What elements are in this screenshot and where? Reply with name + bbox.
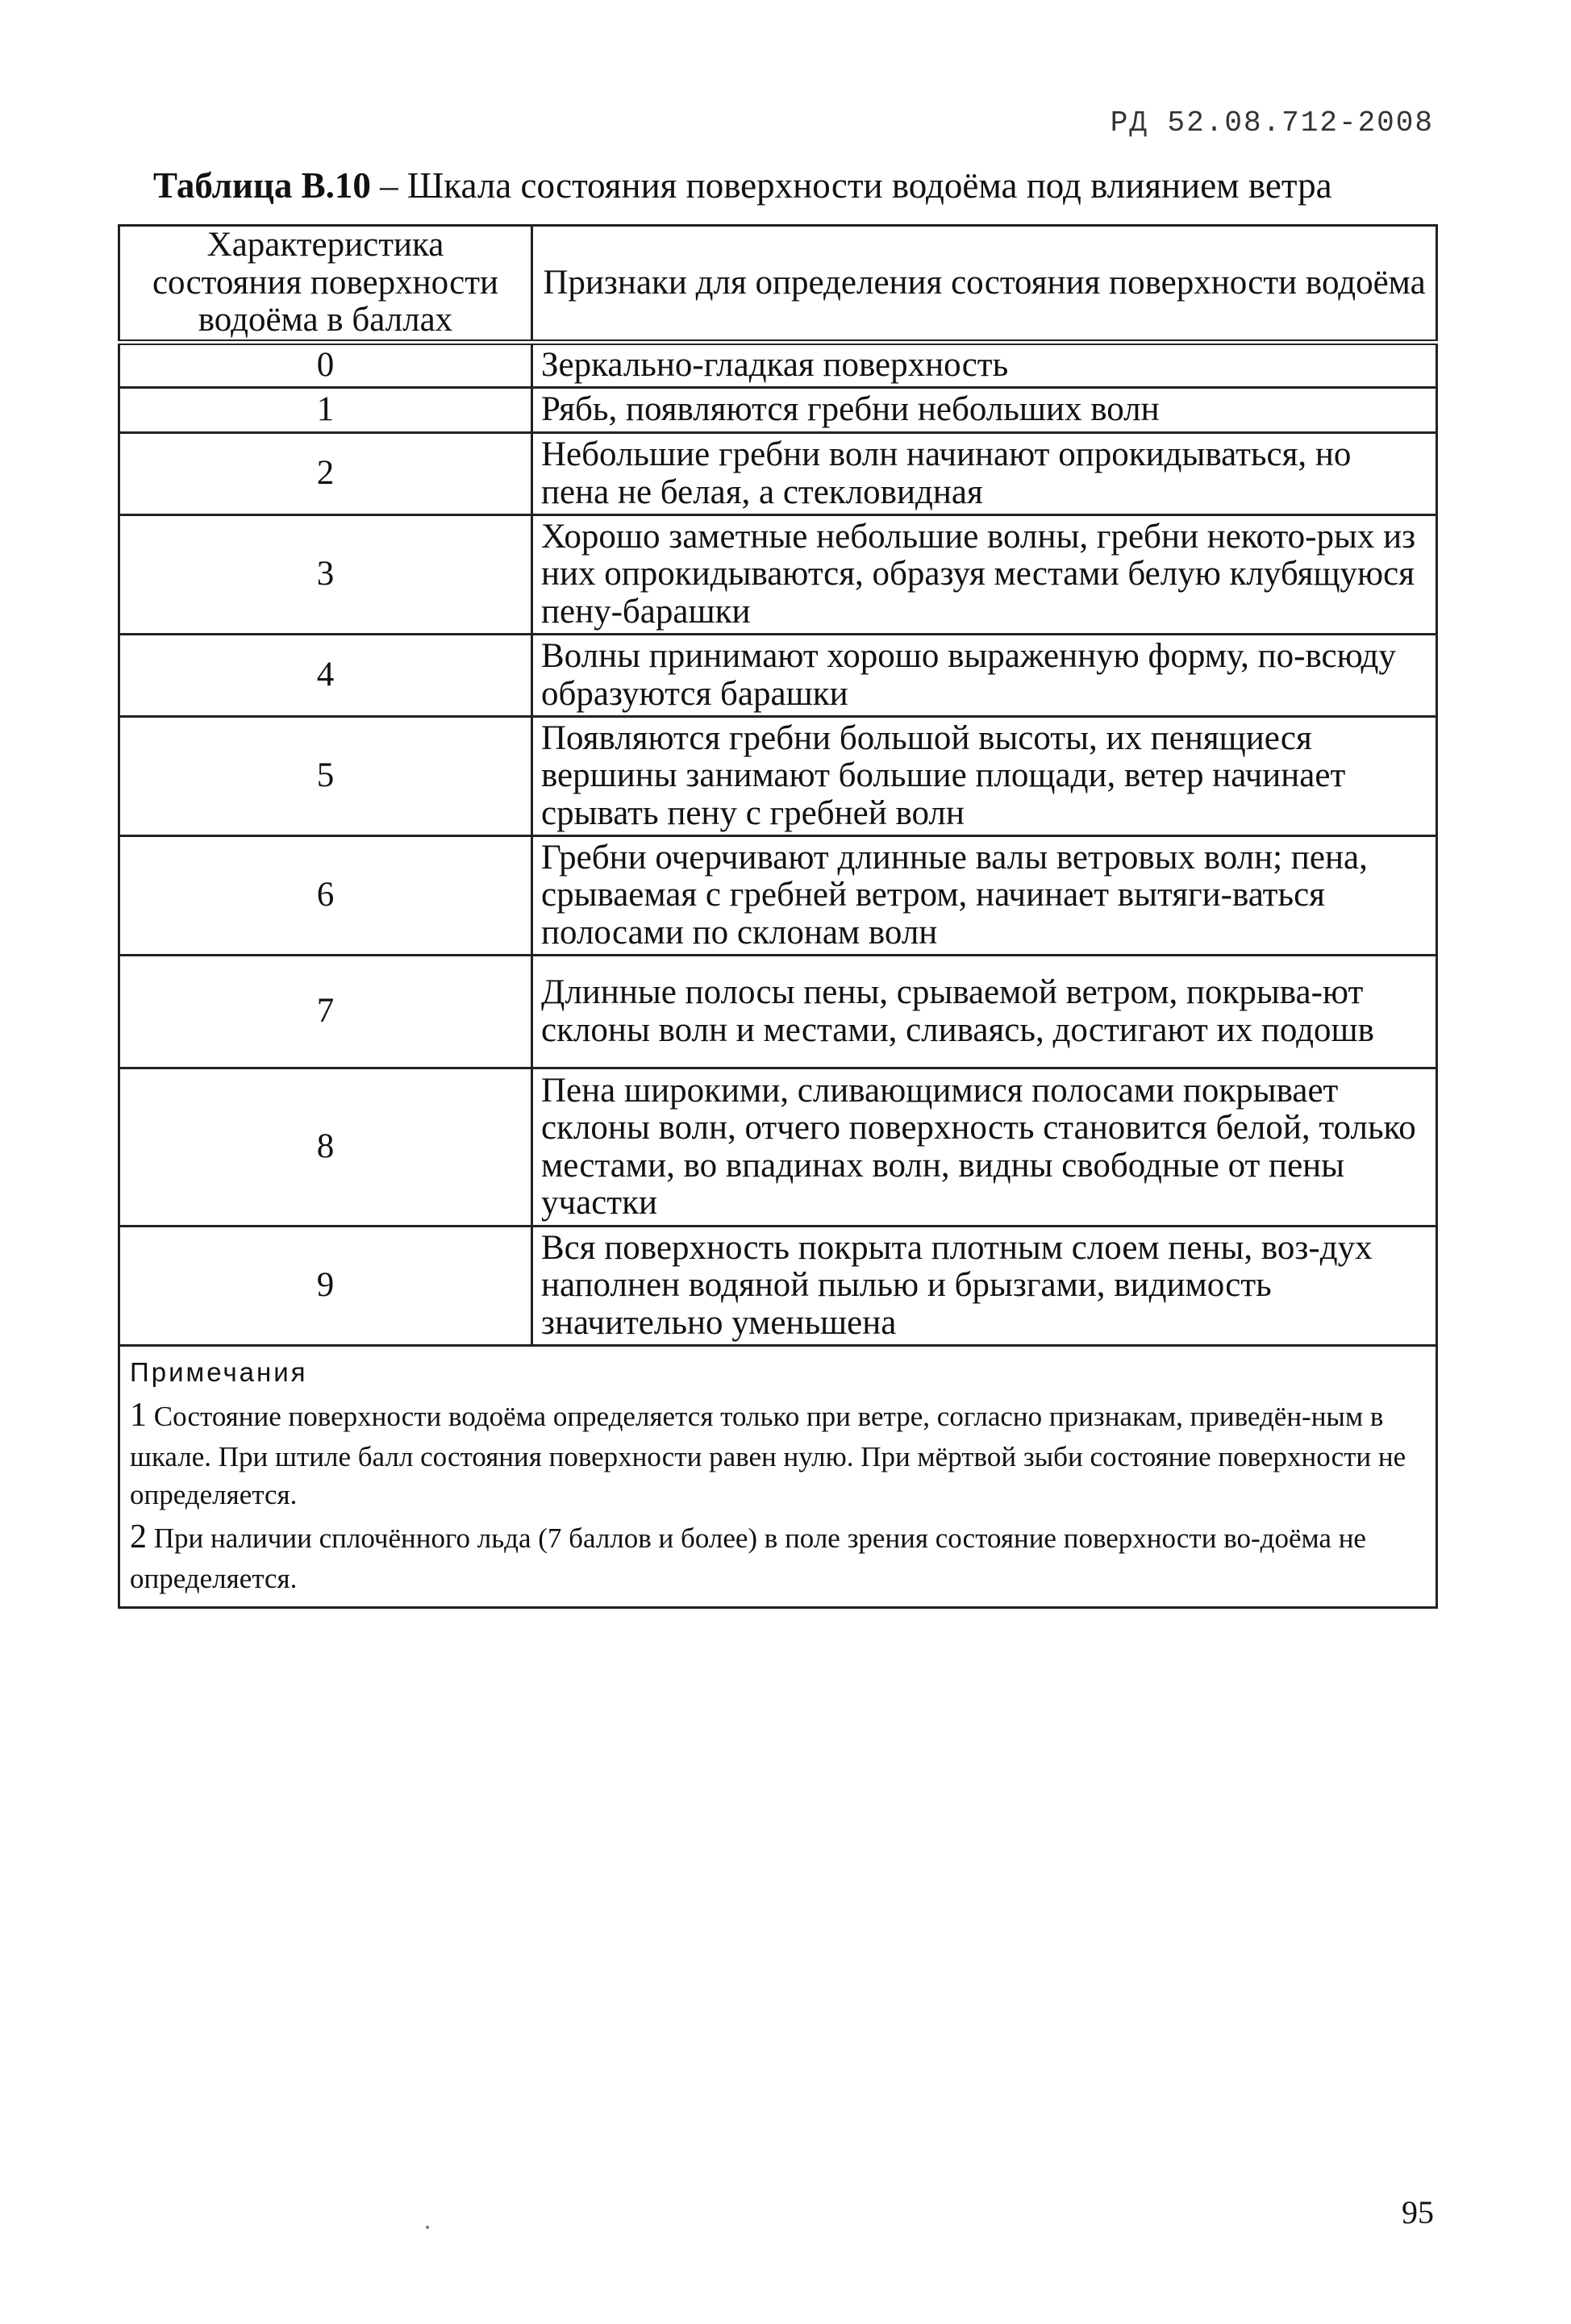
table-row	[119, 1227, 1437, 1346]
table-row	[119, 1068, 1437, 1227]
table-row	[119, 433, 1437, 515]
score-cell: 5	[119, 717, 532, 836]
notes-row	[119, 1346, 1437, 1608]
note-item	[130, 1514, 1427, 1598]
header-score-column: Характеристика состояния поверхности водоёма в баллах	[119, 226, 532, 343]
description-cell: Гребни очерчивают длинные валы ветровых волн; пена, срываемая с гребней ветром, начинает вытяги-ваться полосами по склонам волн	[532, 836, 1437, 956]
page-number: 95	[1402, 2194, 1434, 2230]
table-row	[119, 635, 1437, 717]
document-code: РД 52.08.712-2008	[1110, 106, 1434, 140]
header-description-column: Признаки для определения состояния поверхности водоёма	[532, 226, 1437, 343]
score-cell: 2	[119, 433, 532, 515]
table-row	[119, 515, 1437, 635]
description-cell: Появляются гребни большой высоты, их пенящиеся вершины занимают большие площади, ветер начинает срывать пену с гребней волн	[532, 717, 1437, 836]
wind-surface-scale-table	[118, 224, 1438, 1609]
score-cell: 6	[119, 836, 532, 956]
score-cell: 1	[119, 388, 532, 433]
table-header-row	[119, 226, 1437, 343]
table-row	[119, 717, 1437, 836]
table-row	[119, 956, 1437, 1068]
table-caption-label: Таблица В.10	[153, 165, 371, 206]
scan-dot-mark	[426, 2226, 429, 2229]
description-cell: Рябь, появляются гребни небольших волн	[532, 388, 1437, 433]
table-caption	[153, 165, 1444, 206]
note-text: При наличии сплочённого льда (7 баллов и более) в поле зрения состояние поверхности во-доёма не определяется.	[130, 1522, 1366, 1595]
description-cell: Длинные полосы пены, срываемой ветром, покрыва-ют склоны волн и местами, сливаясь, достигают их подошв	[532, 956, 1437, 1068]
note-number: 2	[130, 1518, 147, 1556]
table-caption-text: – Шкала состояния поверхности водоёма под влиянием ветра	[370, 165, 1332, 206]
table-row	[119, 343, 1437, 388]
description-cell: Пена широкими, сливающимися полосами покрывает склоны волн, отчего поверхность становится белой, только местами, во впадинах волн, видны свободные от пены участки	[532, 1068, 1437, 1227]
score-cell: 4	[119, 635, 532, 717]
score-cell: 0	[119, 343, 532, 388]
note-number: 1	[130, 1396, 147, 1434]
score-cell: 9	[119, 1227, 532, 1346]
description-cell: Волны принимают хорошо выраженную форму, по-всюду образуются барашки	[532, 635, 1437, 717]
description-cell: Зеркально-гладкая поверхность	[532, 343, 1437, 388]
score-cell: 8	[119, 1068, 532, 1227]
table-row	[119, 836, 1437, 956]
notes-cell	[119, 1346, 1437, 1608]
table-row	[119, 388, 1437, 433]
description-cell: Небольшие гребни волн начинают опрокидываться, но пена не белая, а стекловидная	[532, 433, 1437, 515]
score-cell: 7	[119, 956, 532, 1068]
score-cell: 3	[119, 515, 532, 635]
notes-title: Примечания	[130, 1357, 308, 1387]
description-cell: Хорошо заметные небольшие волны, гребни некото-рых из них опрокидываются, образуя местами белую клубящуюся пену-барашки	[532, 515, 1437, 635]
note-text: Состояние поверхности водоёма определяется только при ветре, согласно признакам, приведён-ным в шкале. При штиле балл состояния поверхности равен нулю. При мёртвой зыби состояние поверхности не определяется.	[130, 1400, 1406, 1511]
note-item	[130, 1393, 1427, 1514]
description-cell: Вся поверхность покрыта плотным слоем пены, воз-дух наполнен водяной пылью и брызгами, видимость значительно уменьшена	[532, 1227, 1437, 1346]
